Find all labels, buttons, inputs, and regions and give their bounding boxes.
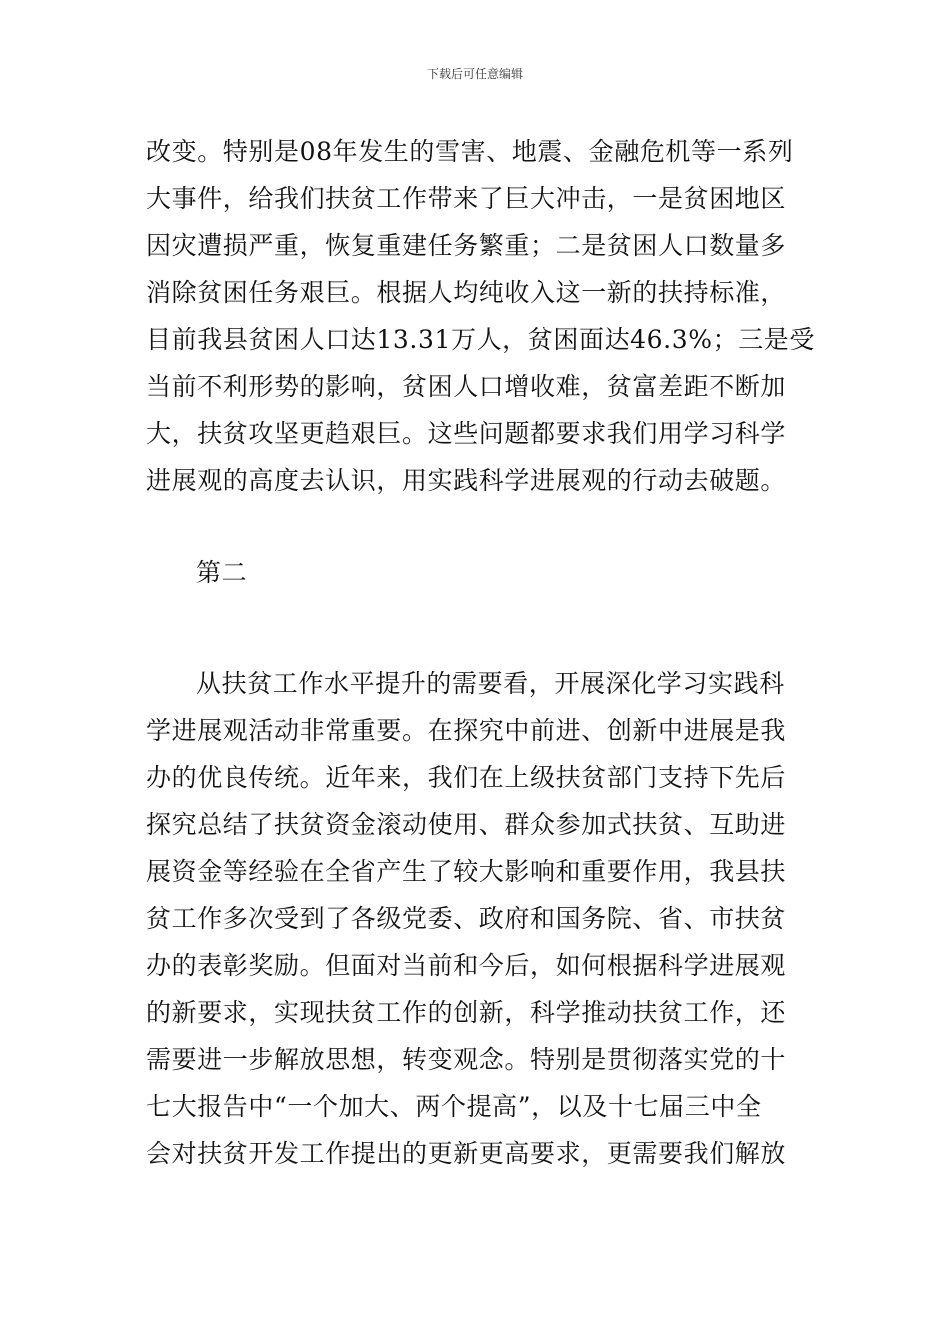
paragraph-2-line: 会对扶贫开发工作提出的更新更高要求，更需要我们解放 bbox=[146, 1139, 787, 1168]
paragraph-1-line: 消除贫困任务艰巨。根据人均纯收入这一新的扶持标准， bbox=[146, 278, 787, 307]
paragraph-2-line: 需要进一步解放思想，转变观念。特别是贯彻落实党的十 bbox=[146, 1045, 787, 1074]
paragraph-2-line: 从扶贫工作水平提升的需要看，开展深化学习实践科 bbox=[196, 669, 785, 698]
paragraph-1-line: 目前我县贫困人口达13.31万人，贫困面达46.3%；三是受 bbox=[146, 325, 815, 354]
paragraph-1-line: 因灾遭损严重，恢复重建任务繁重；二是贫困人口数量多 bbox=[146, 231, 787, 260]
paragraph-2-line: 探究总结了扶贫资金滚动使用、群众参加式扶贫、互助进 bbox=[146, 810, 787, 839]
paragraph-2-line: 展资金等经验在全省产生了较大影响和重要作用，我县扶 bbox=[146, 857, 787, 886]
paragraph-2-line: 办的表彰奖励。但面对当前和今后，如何根据科学进展观 bbox=[146, 951, 787, 980]
paragraph-1-line: 当前不利形势的影响，贫困人口增收难，贫富差距不断加 bbox=[146, 372, 787, 401]
paragraph-2-line: 学进展观活动非常重要。在探究中前进、创新中进展是我 bbox=[146, 716, 787, 745]
paragraph-2-line: 的新要求，实现扶贫工作的创新，科学推动扶贫工作，还 bbox=[146, 998, 787, 1027]
page-header-note: 下载后可任意编辑 bbox=[426, 67, 523, 81]
paragraph-2-line: 七大报告中“一个加大、两个提高”，以及十七届三中全 bbox=[146, 1092, 762, 1121]
paragraph-1-line: 大，扶贫攻坚更趋艰巨。这些问题都要求我们用学习科学 bbox=[146, 419, 787, 448]
paragraph-1-line: 进展观的高度去认识，用实践科学进展观的行动去破题。 bbox=[146, 466, 787, 495]
section-heading: 第二 bbox=[196, 558, 248, 587]
paragraph-1-line: 大事件，给我们扶贫工作带来了巨大冲击，一是贫困地区 bbox=[146, 184, 787, 213]
paragraph-2-line: 贫工作多次受到了各级党委、政府和国务院、省、市扶贫 bbox=[146, 904, 787, 933]
paragraph-1-line: 改变。特别是08年发生的雪害、地震、金融危机等一系列 bbox=[146, 137, 794, 166]
paragraph-2-line: 办的优良传统。近年来，我们在上级扶贫部门支持下先后 bbox=[146, 763, 787, 792]
